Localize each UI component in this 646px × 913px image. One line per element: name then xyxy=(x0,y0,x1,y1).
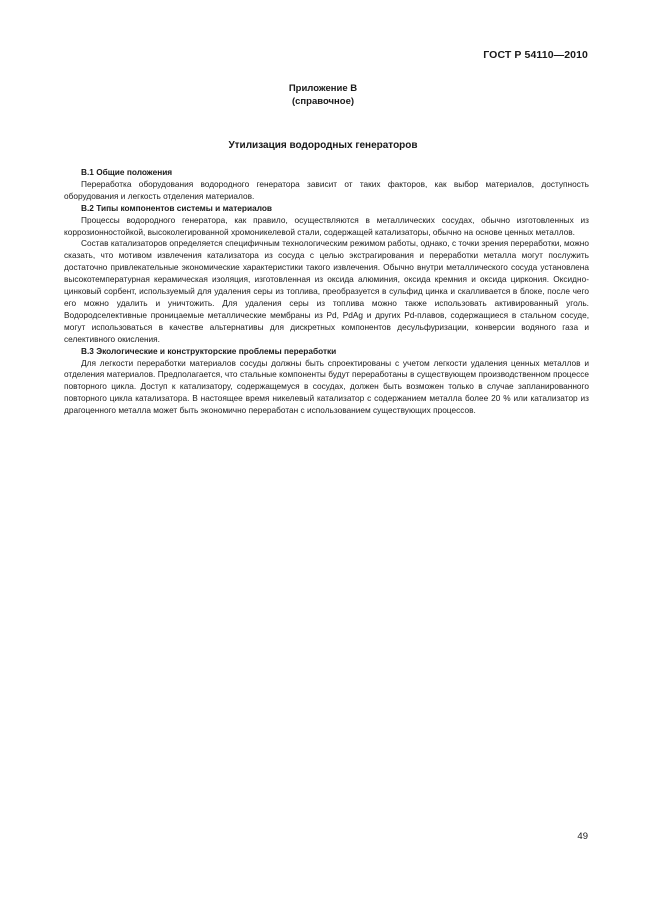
paragraph: Для легкости переработки материалов сосуды должны быть спроектированы с учетом легкости удаления ценных металлов и отделения материалов. Предполагается, что стальные компоненты будут переработаны в существующем производственном процессе повторного цикла. Доступ к катализатору, содержащемуся в сосудах, должен быть возможен только в случае запланированного повторного цикла катализатора. В настоящее время никелевый катализатор с содержанием металла более 20 % или катализатор из драгоценного металла может быть экономично переработан с использованием существующих процессов. xyxy=(64,357,589,416)
paragraph: Процессы водородного генератора, как правило, осуществляются в металлических сосудах, обычно изготовленных из коррозионностойкой, высоколегированной хромоникелевой стали, содержащей катализаторы, обычно на основе ценных металлов. xyxy=(64,214,589,237)
paragraph: Состав катализаторов определяется специфичным технологическим режимом работы, однако, с точки зрения переработки, можно сказать, что мотивом извлечения катализатора из сосуда с целью экстрагирования и переработки металла могут послужить достаточно привлекательные экономические характеристики такого извлечения. Обычно внутри металлического сосуда установлена высокотемпературная керамическая изоляция, изготовленная из оксида алюминия, оксида кремния и оксида циркония. Оксидно-цинковый сорбент, используемый для удаления серы из топлива, преобразуется в сульфид цинка и скалливается в блоке, после чего его можно удалить и уничтожить. Для удаления серы из топлива можно также использовать активированный уголь. Водородселективные проницаемые металлические мембраны из Pd, PdAg и других Pd-плавов, содержащиеся в стальном сосуде, могут использоваться в качестве альтернативы для дискретных компонентов десульфуризации, конверсии водяного газа и селективного окисления. xyxy=(64,238,589,344)
document-code: ГОСТ Р 54110—2010 xyxy=(483,49,588,61)
section-b2 xyxy=(64,203,589,346)
page-title: Утилизация водородных генераторов xyxy=(228,140,418,151)
section-heading: В.3 Экологические и конструкторские проблемы переработки xyxy=(81,345,337,356)
paragraph: Переработка оборудования водородного генератора зависит от таких факторов, как выбор материалов, доступность оборудования и легкость отделения материалов. xyxy=(64,178,589,201)
section-b3 xyxy=(64,346,589,417)
section-heading: В.1 Общие положения xyxy=(81,167,173,177)
section-b1 xyxy=(64,167,589,203)
appendix-title: Приложение В xyxy=(288,83,358,94)
document-body xyxy=(64,167,589,417)
section-heading: В.2 Типы компонентов системы и материалов xyxy=(81,202,273,213)
appendix-heading xyxy=(0,82,646,108)
appendix-subtitle: (справочное) xyxy=(291,96,355,107)
page-number: 49 xyxy=(577,831,588,842)
